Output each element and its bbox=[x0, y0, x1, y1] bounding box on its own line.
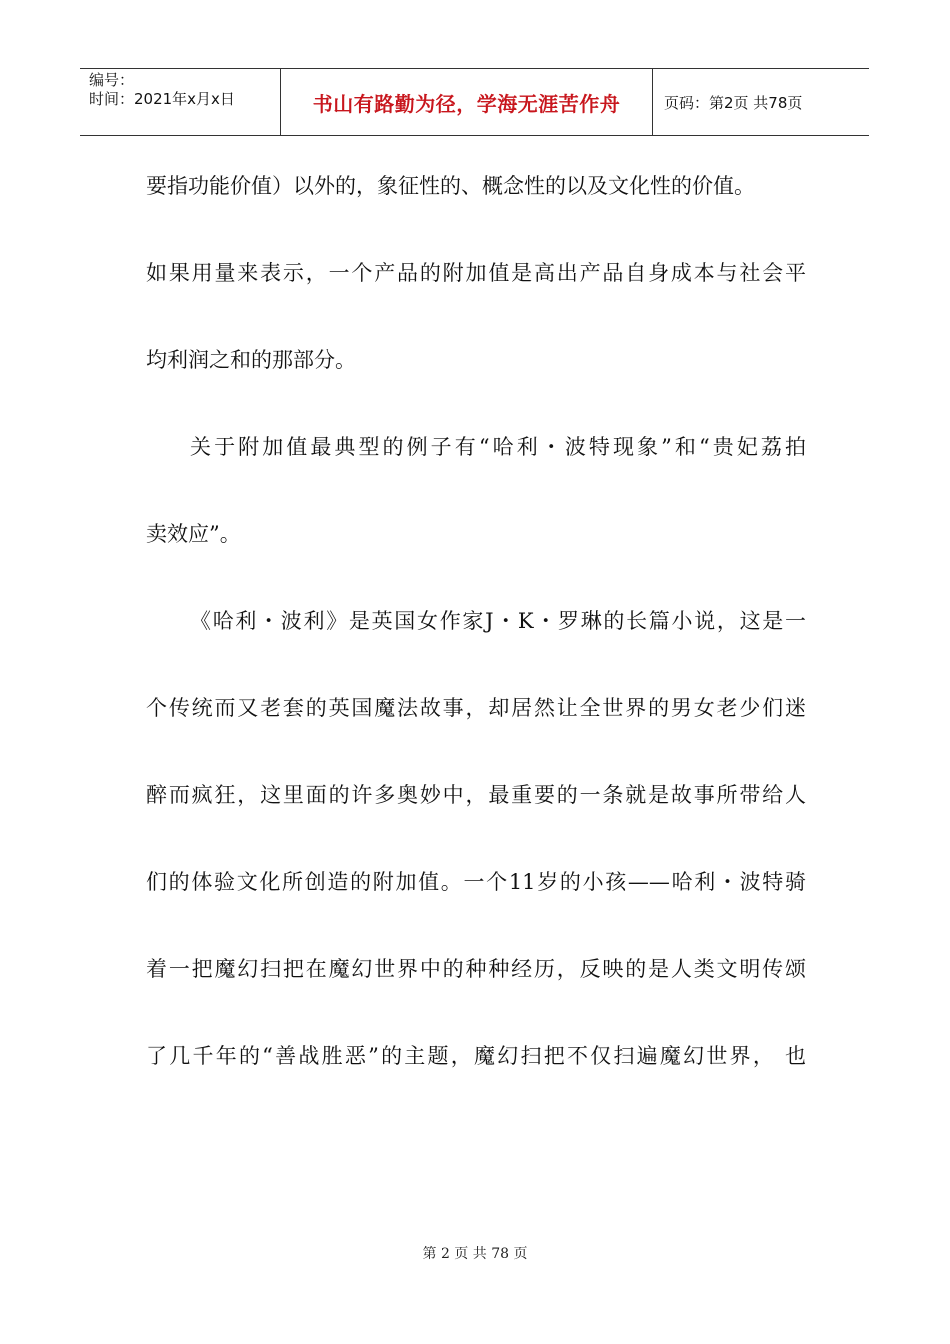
body-line: 了几千年的“善战胜恶”的主题，魔幻扫把不仅扫遍魔幻世界， 也 bbox=[146, 1044, 806, 1068]
header-meta-cell bbox=[80, 69, 281, 135]
body-line: 醉而疯狂，这里面的许多奥妙中，最重要的一条就是故事所带给人 bbox=[146, 783, 806, 807]
document-time-label: 时间：2021年x月x日 bbox=[89, 90, 235, 108]
header-page-info: 页码：第2页 共78页 bbox=[664, 93, 803, 112]
body-line: 要指功能价值）以外的，象征性的、概念性的以及文化性的价值。 bbox=[146, 174, 755, 198]
body-line: 们的体验文化所创造的附加值。一个11岁的小孩——哈利・波特骑 bbox=[146, 870, 806, 894]
body-line: 均利润之和的那部分。 bbox=[146, 348, 356, 372]
body-line: 卖效应”。 bbox=[146, 522, 241, 546]
header-motto-cell bbox=[281, 69, 653, 135]
body-line: 如果用量来表示，一个产品的附加值是高出产品自身成本与社会平 bbox=[146, 261, 806, 285]
body-line: 《哈利・波利》是英国女作家J・K・罗琳的长篇小说，这是一 bbox=[190, 609, 806, 633]
document-header bbox=[80, 68, 869, 136]
body-line: 关于附加值最典型的例子有“哈利・波特现象”和“贵妃荔拍 bbox=[190, 435, 806, 459]
header-motto: 书山有路勤为径，学海无涯苦作舟 bbox=[312, 91, 621, 116]
header-page-cell bbox=[653, 69, 869, 135]
body-line: 个传统而又老套的英国魔法故事，却居然让全世界的男女老少们迷 bbox=[146, 696, 806, 720]
document-body bbox=[146, 148, 806, 1105]
document-number-label: 编号： bbox=[89, 71, 135, 89]
body-line: 着一把魔幻扫把在魔幻世界中的种种经历，反映的是人类文明传颂 bbox=[146, 957, 806, 981]
page-footer: 第 2 页 共 78 页 bbox=[422, 1246, 528, 1262]
